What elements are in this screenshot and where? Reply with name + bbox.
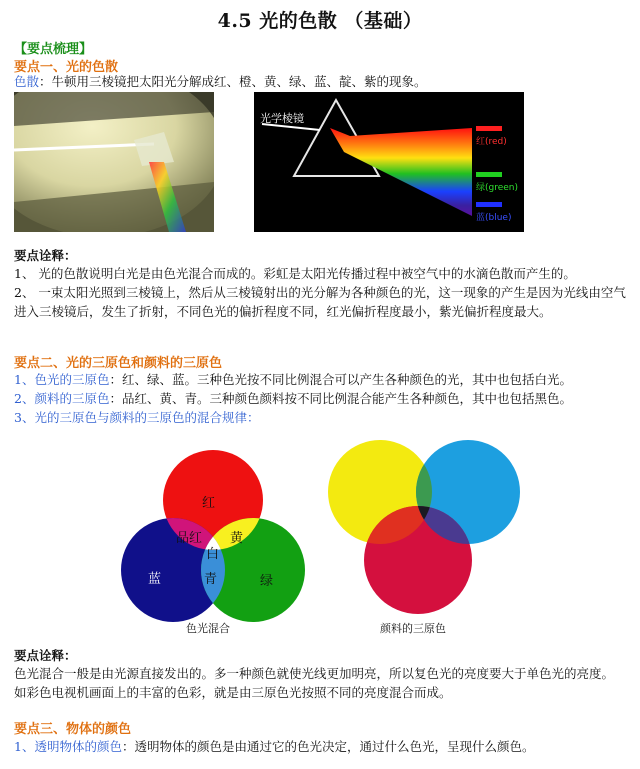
- point2-item1: [14, 370, 626, 389]
- point3-item1-text: ：透明物体的颜色是由通过它的色光决定，通过什么色光，呈现什么颜色。: [121, 739, 535, 754]
- point1-heading: 要点一、光的色散: [14, 60, 119, 75]
- light-mix-diagram: [118, 450, 308, 640]
- light-yellow-label: 黄: [230, 531, 244, 546]
- light-green-label: 绿: [260, 574, 274, 589]
- light-red-label: 红: [202, 496, 216, 511]
- light-mix-caption: 色光混合: [186, 622, 230, 635]
- term-dispersion: 色散: [14, 74, 40, 89]
- explain1-item2: 2、 一束太阳光照到三棱镜上，然后从三棱镜射出的光分解为各种颜色的光，这一现象的产生是因为光线由空气进入三棱镜后，发生了折射，不同色光的偏折程度不同，红光偏折程度最小，紫光偏折程度最大。: [14, 285, 626, 319]
- explain2-text: 色光混合一般是由光源直接发出的。多一种颜色就使光线更加明亮，所以复色光的亮度要大于单色光的亮度。如彩色电视机画面上的丰富的色彩，就是由三原色光按照不同的亮度混合而成。: [14, 666, 615, 700]
- prism-photo: [14, 92, 214, 232]
- term-transparent-object: 1、透明物体的颜色: [14, 739, 122, 754]
- term-pigment-primaries: 2、颜料的三原色: [14, 391, 110, 406]
- item2-text: ：品红、黄、青。三种颜色颜料按不同比例混合能产生各种颜色，其中也包括黑色。: [109, 391, 572, 406]
- term-light-primaries: 1、色光的三原色: [14, 372, 110, 387]
- point2-item2: [14, 389, 626, 408]
- light-cyan-label: 青: [204, 572, 218, 587]
- label-green: 绿(green): [476, 183, 519, 193]
- explain2-heading: 要点诠释：: [14, 648, 77, 663]
- section-heading: 【要点梳理】: [14, 42, 93, 57]
- point3-item1: [14, 737, 626, 756]
- point2-item3: 3、光的三原色与颜料的三原色的混合规律：: [14, 410, 260, 425]
- label-blue: 蓝(blue): [476, 213, 512, 223]
- point1-definition: [14, 72, 626, 91]
- item1-text: ：红、绿、蓝。三种色光按不同比例混合可以产生各种颜色的光，其中也包括白光。: [109, 372, 572, 387]
- point3-heading: 要点三、物体的颜色: [14, 722, 132, 737]
- explain1-item1: 1、 光的色散说明白光是由色光混合而成的。彩虹是太阳光传播过程中被空气中的水滴色散而产生的。: [14, 266, 576, 281]
- light-magenta-label: 品红: [176, 531, 203, 546]
- explain1-heading: 要点诠释：: [14, 248, 77, 263]
- pigment-mix-caption: 颜料的三原色: [380, 622, 446, 635]
- page-title: 4.5 光的色散 （基础）: [217, 10, 423, 32]
- definition-text: ：牛顿用三棱镜把太阳光分解成红、橙、黄、绿、蓝、靛、紫的现象。: [39, 74, 427, 89]
- pigment-mix-diagram: [322, 436, 532, 616]
- prism-spectrum-diagram: [254, 92, 524, 232]
- light-white-label: 白: [206, 547, 220, 562]
- point2-heading: 要点二、光的三原色和颜料的三原色: [14, 356, 223, 371]
- light-blue-label: 蓝: [148, 572, 162, 587]
- label-red: 红(red): [476, 137, 507, 147]
- prism-label: 光学棱镜: [260, 112, 304, 125]
